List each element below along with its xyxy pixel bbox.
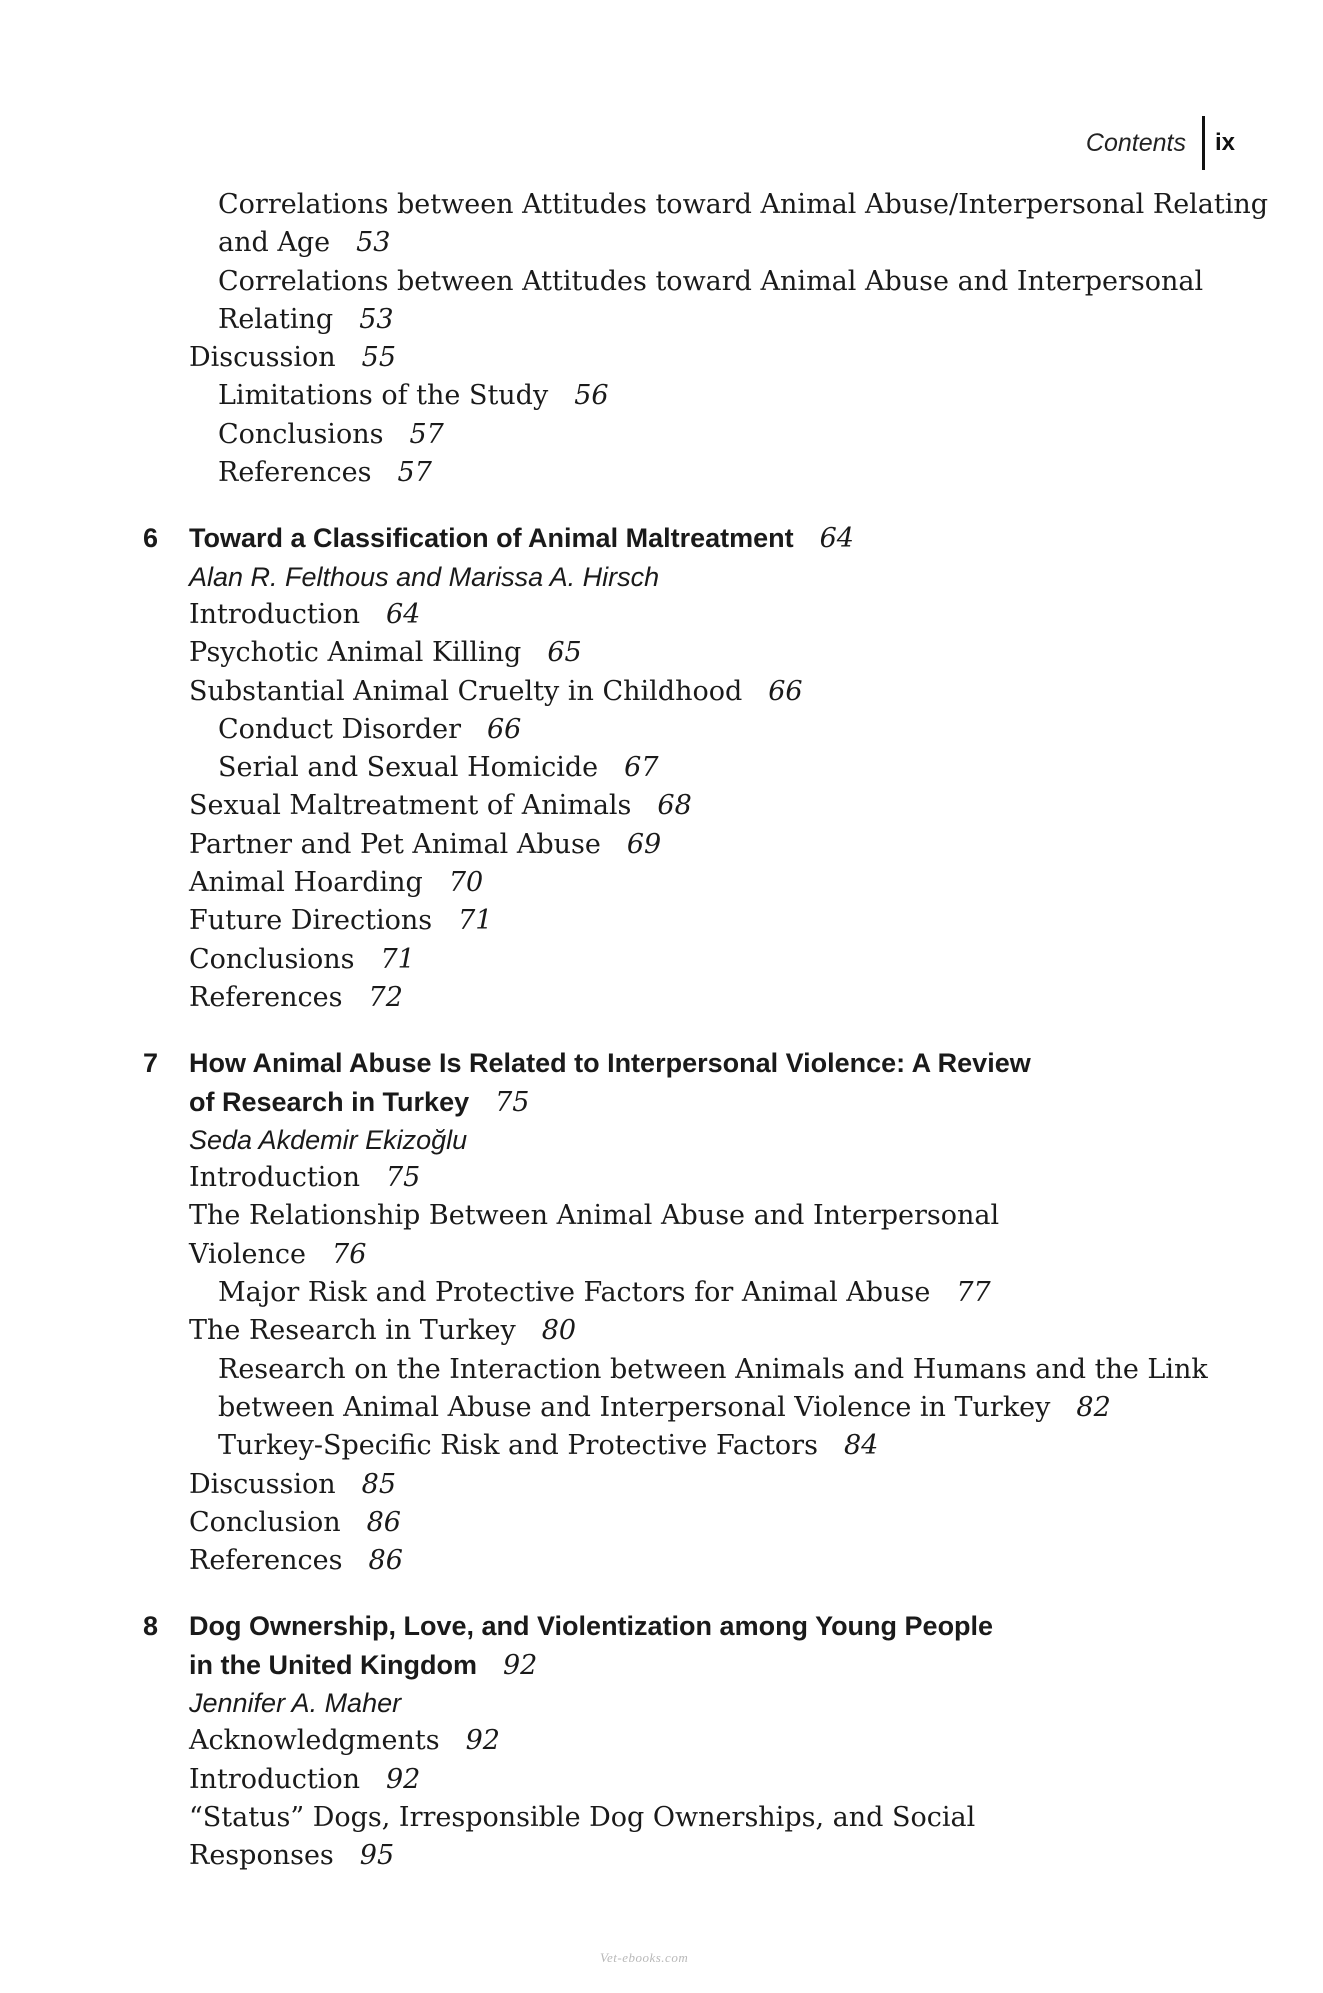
toc-entry-page: 64 bbox=[386, 598, 421, 630]
toc-entry-page: 80 bbox=[541, 1315, 577, 1347]
toc-entry-page: 70 bbox=[448, 867, 484, 899]
toc-entry bbox=[0, 634, 1323, 672]
toc-entry bbox=[0, 1274, 1323, 1312]
toc-entry-page: 71 bbox=[458, 905, 493, 937]
toc-entry-title: Sexual Maltreatment of Animals bbox=[189, 790, 632, 822]
toc-entry-page: 72 bbox=[368, 981, 403, 1013]
toc-entry-title: Acknowledgments bbox=[189, 1725, 440, 1757]
toc-entry-page: 65 bbox=[547, 637, 582, 669]
toc-entry-title: Relating bbox=[218, 303, 334, 335]
toc-entry-page: 95 bbox=[359, 1840, 395, 1872]
chapter-author-line bbox=[0, 1121, 1323, 1159]
chapter-heading-line bbox=[0, 519, 1323, 557]
toc-entry bbox=[0, 1389, 1323, 1427]
toc-entry-title: Turkey-Specific Risk and Protective Factors bbox=[218, 1430, 818, 1462]
chapter-number: 8 bbox=[143, 1611, 159, 1642]
toc-entry-title: References bbox=[189, 981, 343, 1013]
toc-entry bbox=[0, 1837, 1323, 1875]
toc-entry bbox=[0, 1236, 1323, 1274]
toc-entry-title: “Status” Dogs, Irresponsible Dog Ownerships, and Social bbox=[189, 1801, 976, 1833]
toc-entry-page: 84 bbox=[843, 1430, 879, 1462]
toc-entry-page: 75 bbox=[386, 1162, 421, 1194]
toc-entry-page: 57 bbox=[409, 418, 444, 450]
toc-entry bbox=[0, 979, 1323, 1017]
table-of-contents bbox=[0, 186, 1323, 1875]
toc-entry-title: Conduct Disorder bbox=[218, 713, 461, 745]
chapter-page: 75 bbox=[495, 1086, 530, 1118]
chapter-page: 64 bbox=[819, 523, 854, 555]
chapter-title: of Research in Turkey bbox=[189, 1086, 470, 1117]
toc-entry-title: Serial and Sexual Homicide bbox=[218, 752, 599, 784]
page-number: ix bbox=[1214, 129, 1235, 156]
toc-entry-page: 86 bbox=[368, 1545, 403, 1577]
toc-entry-page: 85 bbox=[361, 1468, 397, 1500]
toc-entry bbox=[0, 864, 1323, 902]
toc-entry bbox=[0, 673, 1323, 711]
toc-entry-page: 86 bbox=[366, 1506, 401, 1538]
running-title: Contents bbox=[1085, 128, 1186, 157]
chapter-spacer bbox=[0, 1580, 1323, 1607]
toc-entry bbox=[0, 1466, 1323, 1504]
toc-entry bbox=[0, 377, 1323, 415]
toc-entry-title: Correlations between Attitudes toward Animal Abuse/Interpersonal Relating bbox=[218, 189, 1269, 220]
toc-entry-title: Psychotic Animal Killing bbox=[189, 637, 522, 669]
toc-entry-title: Responses bbox=[189, 1840, 334, 1872]
toc-entry-title: Conclusions bbox=[189, 943, 355, 975]
toc-entry-page: 55 bbox=[361, 342, 397, 374]
chapter-title: Toward a Classification of Animal Maltreatment bbox=[189, 523, 794, 554]
chapter-author-line bbox=[0, 558, 1323, 596]
toc-entry-page: 69 bbox=[626, 828, 662, 860]
toc-entry bbox=[0, 1722, 1323, 1760]
toc-entry-page: 57 bbox=[397, 457, 432, 489]
toc-entry bbox=[0, 902, 1323, 940]
toc-entry-page: 66 bbox=[768, 675, 803, 707]
toc-entry-page: 76 bbox=[332, 1238, 367, 1270]
toc-entry-title: Major Risk and Protective Factors for Animal Abuse bbox=[218, 1277, 931, 1309]
toc-entry-title: Limitations of the Study bbox=[218, 380, 549, 412]
toc-entry bbox=[0, 1197, 1323, 1235]
toc-entry-title: Future Directions bbox=[189, 905, 433, 937]
chapter-heading-line bbox=[0, 1607, 1323, 1645]
toc-entry-page: 68 bbox=[657, 790, 692, 822]
toc-entry bbox=[0, 1351, 1323, 1389]
toc-entry bbox=[0, 339, 1323, 377]
toc-entry bbox=[0, 596, 1323, 634]
chapter-page: 92 bbox=[502, 1649, 538, 1681]
toc-entry-title: Animal Hoarding bbox=[189, 867, 423, 899]
toc-entry-page: 77 bbox=[956, 1277, 991, 1309]
toc-entry-page: 53 bbox=[356, 227, 391, 259]
toc-entry-title: Partner and Pet Animal Abuse bbox=[189, 828, 601, 860]
toc-entry bbox=[0, 1542, 1323, 1580]
toc-entry bbox=[0, 416, 1323, 454]
chapter-number: 6 bbox=[143, 523, 159, 554]
running-header bbox=[1086, 116, 1235, 170]
chapter-heading-line bbox=[0, 1044, 1323, 1082]
toc-entry bbox=[0, 826, 1323, 864]
toc-entry-page: 71 bbox=[380, 943, 415, 975]
toc-entry bbox=[0, 224, 1323, 262]
toc-entry bbox=[0, 1159, 1323, 1197]
toc-entry-title: Introduction bbox=[189, 1162, 360, 1194]
toc-entry-title: Conclusion bbox=[189, 1506, 341, 1538]
toc-entry-title: Violence bbox=[189, 1238, 307, 1270]
toc-entry-title: Introduction bbox=[189, 1763, 360, 1795]
toc-entry bbox=[0, 1427, 1323, 1465]
toc-entry-title: Introduction bbox=[189, 598, 360, 630]
chapter-number: 7 bbox=[143, 1048, 159, 1079]
chapter-title: in the United Kingdom bbox=[189, 1649, 477, 1680]
toc-entry bbox=[0, 263, 1323, 301]
toc-entry bbox=[0, 1312, 1323, 1350]
toc-entry bbox=[0, 749, 1323, 787]
chapter-title: How Animal Abuse Is Related to Interpersonal Violence: A Review bbox=[189, 1048, 1031, 1079]
toc-entry-title: Discussion bbox=[189, 342, 336, 374]
toc-entry bbox=[0, 454, 1323, 492]
toc-entry bbox=[0, 1761, 1323, 1799]
toc-entry-title: and Age bbox=[218, 227, 331, 259]
toc-entry-page: 56 bbox=[574, 380, 609, 412]
chapter-author: Alan R. Felthous and Marissa A. Hirsch bbox=[189, 561, 660, 592]
watermark: Vet-ebooks.com bbox=[600, 1950, 689, 1965]
chapter-heading-line bbox=[0, 1646, 1323, 1684]
toc-entry-title: between Animal Abuse and Interpersonal Violence in Turkey bbox=[218, 1391, 1051, 1423]
toc-entry-page: 92 bbox=[386, 1763, 421, 1795]
toc-entry bbox=[0, 186, 1323, 224]
toc-entry-title: Research on the Interaction between Animals and Humans and the Link bbox=[218, 1353, 1208, 1385]
toc-entry-title: Conclusions bbox=[218, 418, 384, 450]
toc-entry-title: Substantial Animal Cruelty in Childhood bbox=[189, 675, 743, 707]
toc-entry-title: References bbox=[218, 457, 372, 489]
toc-entry-title: Discussion bbox=[189, 1468, 336, 1500]
chapter-author: Jennifer A. Maher bbox=[189, 1687, 402, 1718]
chapter-spacer bbox=[0, 1017, 1323, 1044]
toc-entry bbox=[0, 787, 1323, 825]
header-divider bbox=[1202, 116, 1205, 170]
toc-entry-title: References bbox=[189, 1545, 343, 1577]
toc-entry-title: The Research in Turkey bbox=[189, 1315, 516, 1347]
toc-entry-page: 67 bbox=[624, 752, 659, 784]
chapter-author-line bbox=[0, 1684, 1323, 1722]
toc-entry-title: Correlations between Attitudes toward Animal Abuse and Interpersonal bbox=[218, 265, 1204, 297]
chapter-spacer bbox=[0, 492, 1323, 519]
toc-entry-page: 92 bbox=[465, 1725, 500, 1757]
toc-entry bbox=[0, 711, 1323, 749]
chapter-author: Seda Akdemir Ekizoğlu bbox=[189, 1124, 468, 1155]
toc-entry bbox=[0, 941, 1323, 979]
toc-entry-page: 66 bbox=[487, 713, 522, 745]
toc-entry-title: The Relationship Between Animal Abuse and Interpersonal bbox=[189, 1200, 1000, 1232]
toc-entry bbox=[0, 301, 1323, 339]
chapter-title: Dog Ownership, Love, and Violentization among Young People bbox=[189, 1611, 994, 1642]
toc-entry-page: 53 bbox=[359, 303, 394, 335]
toc-entry-page: 82 bbox=[1076, 1391, 1111, 1423]
toc-entry bbox=[0, 1504, 1323, 1542]
toc-entry bbox=[0, 1799, 1323, 1837]
chapter-heading-line bbox=[0, 1083, 1323, 1121]
